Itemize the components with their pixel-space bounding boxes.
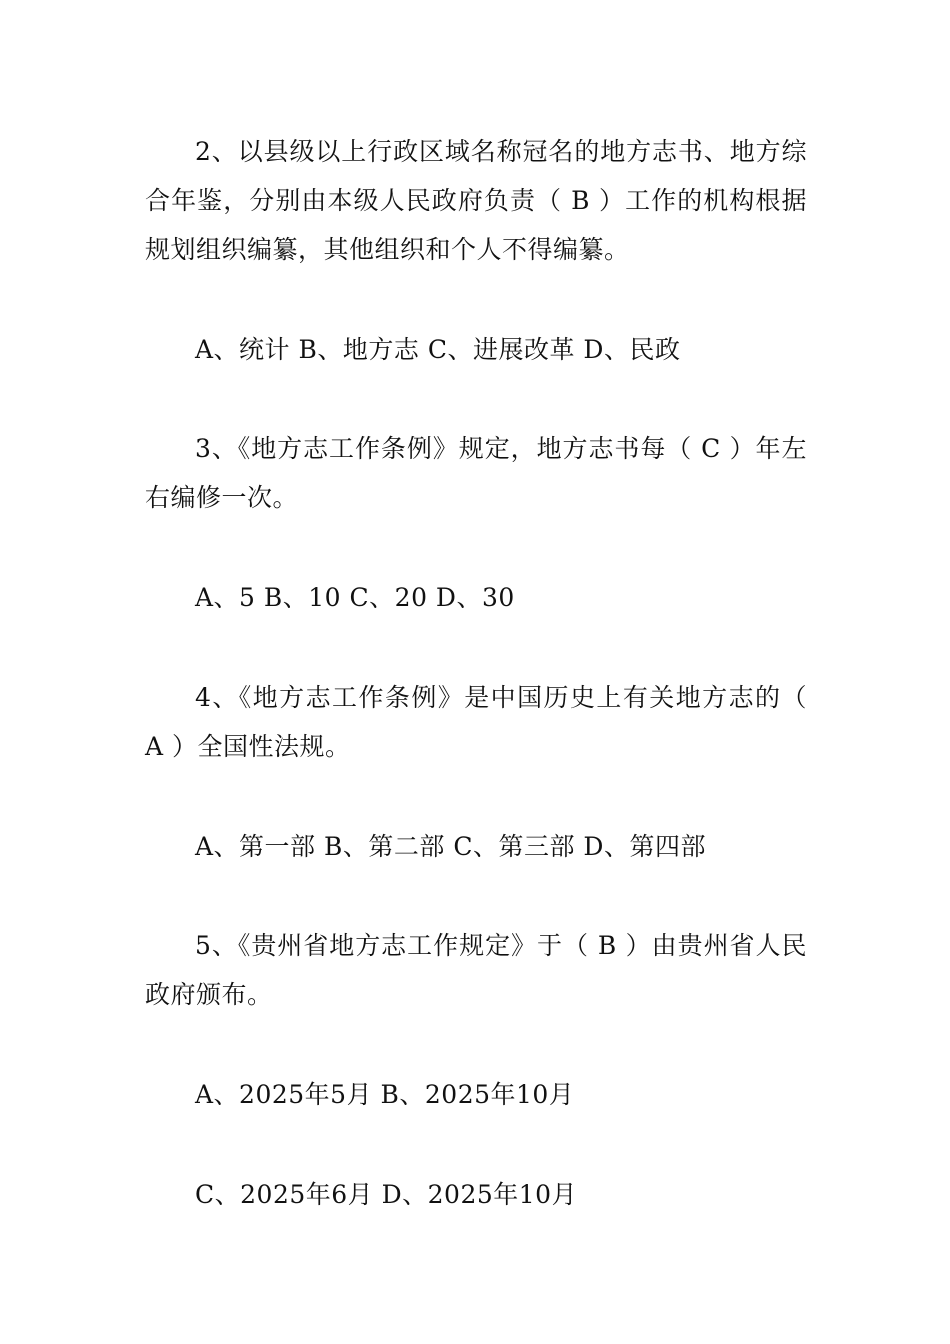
- question-3-text: 3、《地方志工作条例》规定，地方志书每（ C ）年左右编修一次。: [145, 434, 807, 512]
- question-2-text: 2、以县级以上行政区域名称冠名的地方志书、地方综合年鉴，分别由本级人民政府负责（ B ）工作的机构根据规划组织编纂，其他组织和个人不得编纂。: [145, 137, 807, 264]
- question-4-text: 4、《地方志工作条例》是中国历史上有关地方志的（ A ）全国性法规。: [145, 683, 807, 761]
- question-5-options-line-2: C、2025年6月 D、2025年10月: [195, 1180, 578, 1209]
- question-4-options: A、第一部 B、第二部 C、第三部 D、第四部: [195, 832, 706, 861]
- question-3-options: A、5 B、10 C、20 D、30: [195, 583, 515, 612]
- question-2-options: A、统计 B、地方志 C、进展改革 D、民政: [195, 335, 681, 364]
- question-5-text: 5、《贵州省地方志工作规定》于（ B ）由贵州省人民政府颁布。: [145, 931, 807, 1009]
- question-5-options-line-1: A、2025年5月 B、2025年10月: [195, 1080, 575, 1109]
